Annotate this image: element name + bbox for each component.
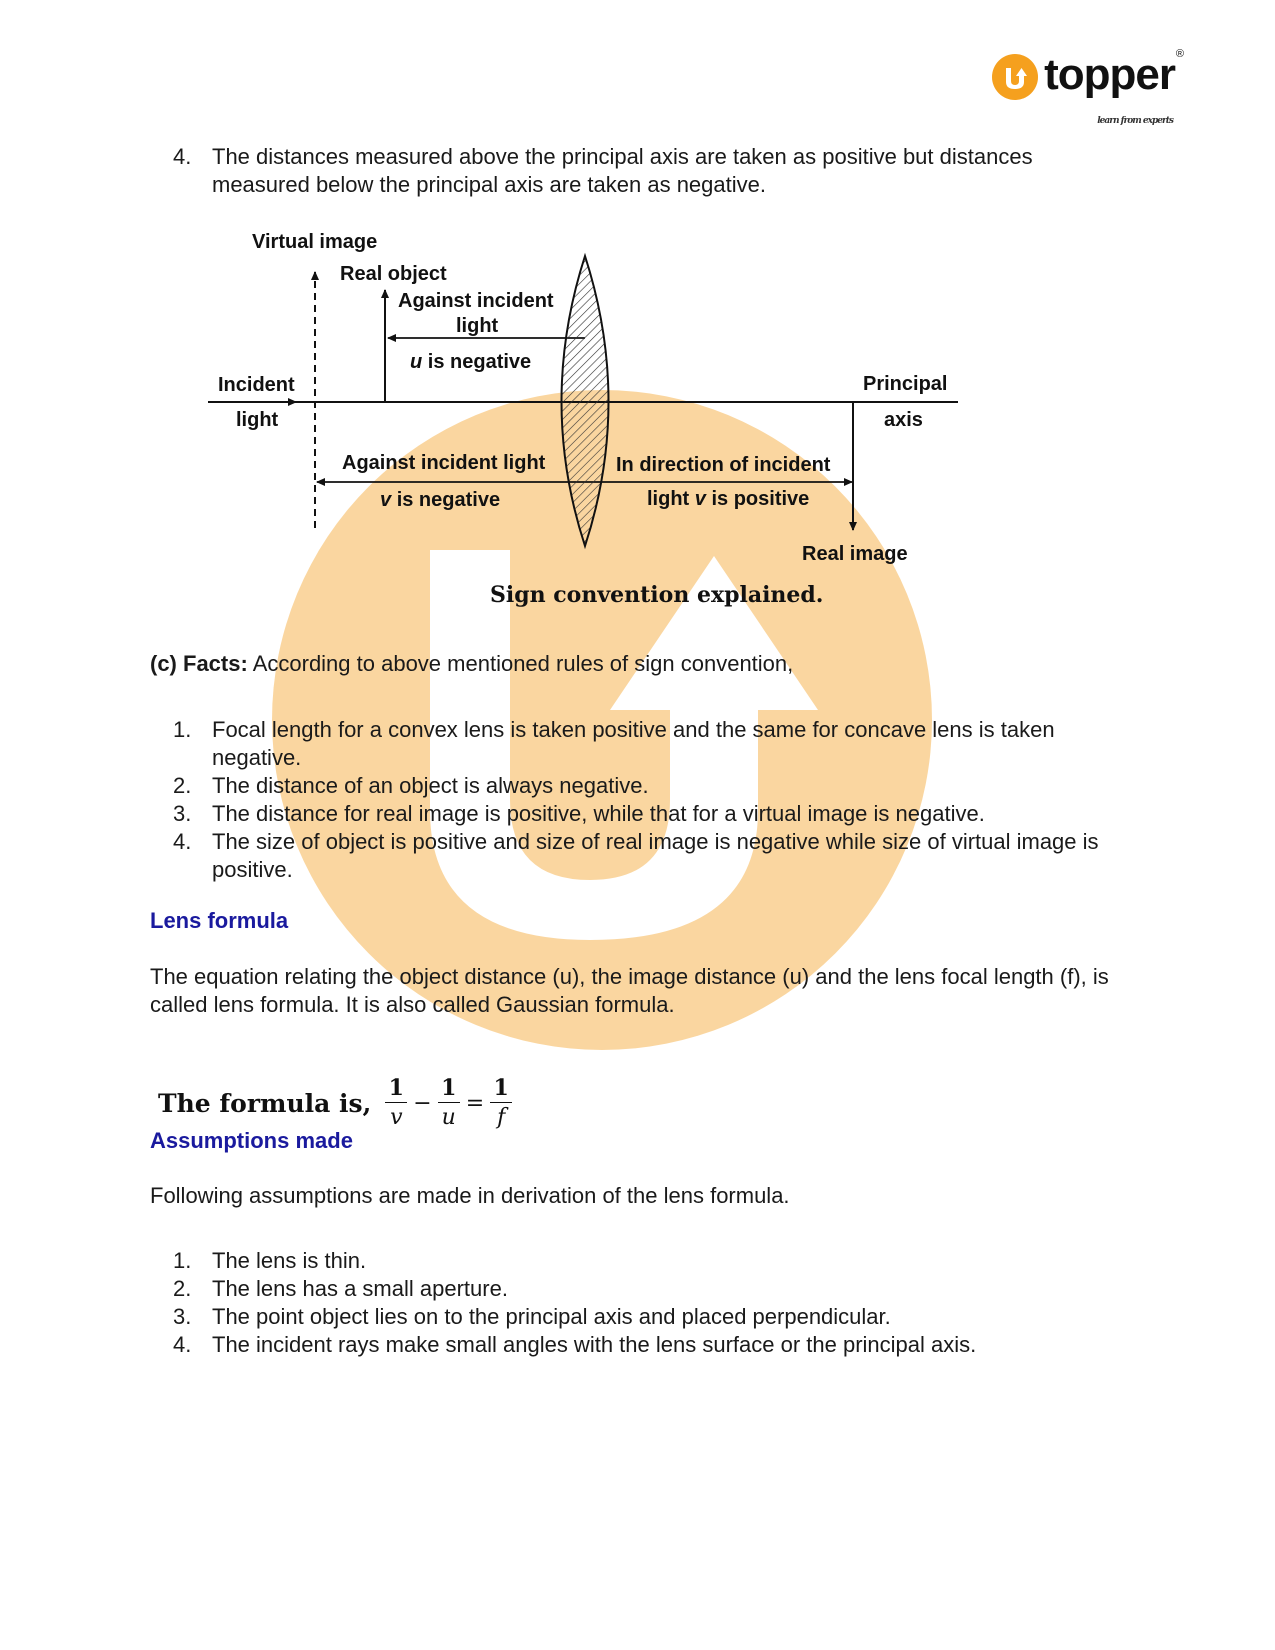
- sign-convention-diagram: [200, 230, 1000, 640]
- v-variable: v: [380, 489, 392, 511]
- diagram-caption: Sign convention explained.: [490, 582, 824, 608]
- fraction-numerator: 1: [441, 1074, 457, 1101]
- label-against-incident: Against incident: [398, 290, 554, 312]
- list-item-text: The distances measured above the principal axis are taken as positive but distances measured below the principal axis are taken as negative.: [212, 144, 1033, 197]
- v-variable-positive: v: [694, 488, 706, 510]
- assumptions-heading: Assumptions made: [150, 1128, 353, 1153]
- fraction-numerator: 1: [493, 1074, 509, 1101]
- label-against-incident-light: Against incident light: [342, 452, 546, 474]
- diagram-drawing: [200, 230, 1000, 640]
- label-light: light: [456, 315, 499, 337]
- label-incident: Incident: [218, 374, 295, 396]
- list-item-text: The lens has a small aperture.: [212, 1276, 508, 1301]
- label-u-negative: [410, 350, 531, 374]
- registered-mark: ®: [1175, 48, 1183, 60]
- facts-text: According to above mentioned rules of sign convention,: [252, 651, 794, 676]
- facts-list: [173, 716, 1112, 884]
- label-in-direction: In direction of incident: [616, 454, 831, 476]
- topper-logo-icon: [992, 54, 1038, 100]
- list-item-number: 2.: [173, 1276, 192, 1301]
- fraction-numerator: 1: [388, 1074, 404, 1101]
- list-item: [173, 716, 1112, 772]
- formula-prefix: The formula is,: [158, 1088, 372, 1118]
- equals-operator: =: [465, 1090, 485, 1116]
- light-text: light: [647, 488, 690, 510]
- list-item: [173, 1275, 1112, 1303]
- label-real-image: Real image: [802, 543, 908, 565]
- list-item: [173, 1303, 1112, 1331]
- label-virtual-image: Virtual image: [252, 231, 378, 253]
- assumptions-intro: Following assumptions are made in derivation of the lens formula.: [150, 1183, 790, 1208]
- list-item-number: 4.: [173, 829, 192, 854]
- list-item-number: 3.: [173, 1304, 192, 1329]
- fraction-denominator: v: [390, 1104, 403, 1130]
- fraction-one-over-v: [385, 1074, 407, 1133]
- list-item-number: 4.: [173, 1332, 192, 1357]
- label-v-negative: [380, 488, 500, 512]
- logo-name: topper: [1044, 50, 1175, 99]
- label-light-v-positive: [647, 487, 809, 511]
- fraction-one-over-f: [490, 1074, 512, 1133]
- u-negative-text: is negative: [427, 351, 532, 373]
- facts-intro: [150, 650, 1110, 678]
- topper-logo: [992, 48, 1183, 126]
- fraction-denominator: f: [497, 1104, 506, 1130]
- list-item: [173, 1247, 1112, 1275]
- topper-logo-text: [1044, 48, 1183, 126]
- sign-rules-list: [173, 143, 1092, 199]
- lens-formula-text: The equation relating the object distance (u), the image distance (u) and the lens focal length (f), is called lens formula. It is also called Gaussian formula.: [150, 964, 1109, 1017]
- fraction-denominator: u: [441, 1104, 456, 1130]
- list-item-number: 4.: [173, 144, 192, 169]
- list-item-text: The size of object is positive and size of real image is negative while size of virtual image is positive.: [212, 829, 1099, 882]
- list-item: [173, 1331, 1112, 1359]
- facts-label: (c) Facts:: [150, 651, 248, 676]
- list-item: [173, 828, 1112, 884]
- label-axis: axis: [884, 409, 923, 431]
- list-item: [173, 800, 1112, 828]
- v-positive-text: is positive: [711, 488, 810, 510]
- list-item: [173, 143, 1092, 199]
- list-item-number: 1.: [173, 1248, 192, 1273]
- v-negative-text: is negative: [396, 489, 501, 511]
- list-item-text: The point object lies on to the principal axis and placed perpendicular.: [212, 1304, 891, 1329]
- lens-formula-heading: Lens formula: [150, 908, 289, 933]
- logo-tagline: learn from experts: [1097, 116, 1173, 126]
- label-real-object: Real object: [340, 263, 447, 285]
- label-incident-light: light: [236, 409, 279, 431]
- list-item-text: The lens is thin.: [212, 1248, 367, 1273]
- label-principal: Principal: [863, 373, 948, 395]
- list-item-text: The distance of an object is always negative.: [212, 773, 649, 798]
- minus-operator: −: [413, 1090, 432, 1116]
- list-item-text: Focal length for a convex lens is taken positive and the same for concave lens is taken negative.: [212, 717, 1055, 770]
- list-item-number: 1.: [173, 717, 192, 742]
- fraction-one-over-u: [438, 1074, 460, 1133]
- convex-lens: [562, 256, 609, 546]
- list-item-text: The distance for real image is positive, while that for a virtual image is negative.: [212, 801, 985, 826]
- list-item-number: 2.: [173, 773, 192, 798]
- u-variable: u: [410, 351, 423, 373]
- list-item: [173, 772, 1112, 800]
- assumptions-list: [173, 1247, 1112, 1359]
- list-item-text: The incident rays make small angles with the lens surface or the principal axis.: [212, 1332, 977, 1357]
- list-item-number: 3.: [173, 801, 192, 826]
